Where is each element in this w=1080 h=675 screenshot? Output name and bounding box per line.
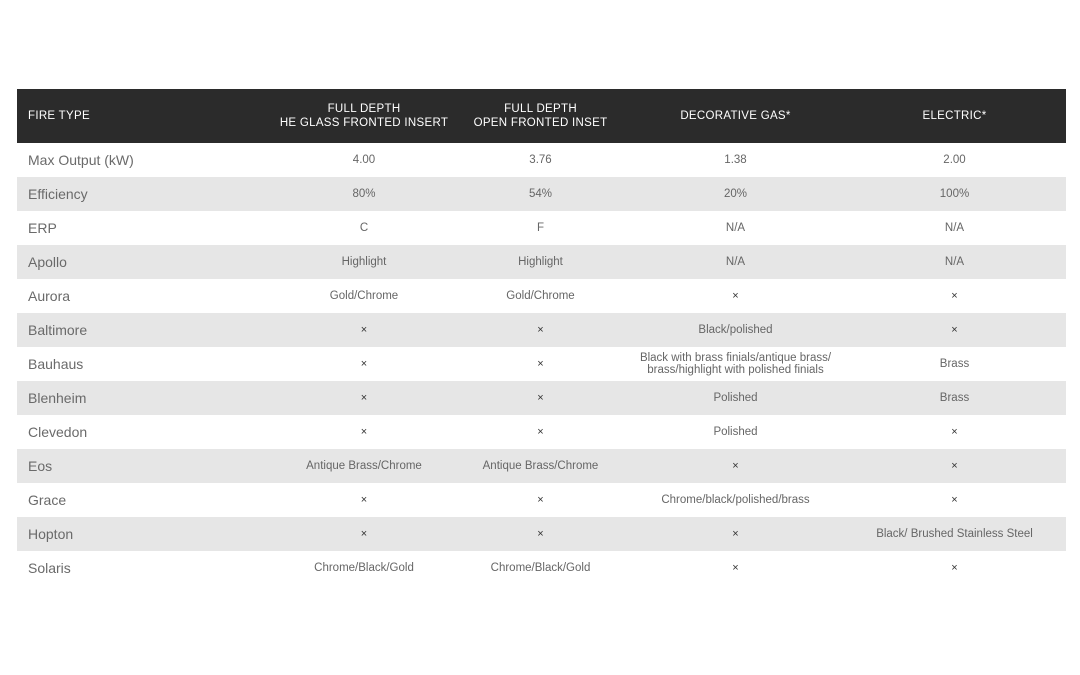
column-header-1 [275,89,453,143]
table-row-grace [17,483,1066,517]
table-row-clevedon [17,415,1066,449]
cell-text: Antique Brass/Chrome [482,460,599,472]
not-available-cross-icon [275,415,453,449]
not-available-cross-icon [453,415,628,449]
table-cell [453,279,628,313]
cell-text: × [732,528,739,540]
cell-text: × [951,324,958,336]
cell-text: F [536,222,545,234]
column-header-4 [843,89,1066,143]
table-row-max-output-kw [17,143,1066,177]
table-row-aurora [17,279,1066,313]
cell-text: × [951,426,958,438]
table-cell [628,143,843,177]
table-cell [275,551,453,585]
row-label: ERP [28,220,57,236]
cell-text: 80% [352,188,376,200]
table-row-hopton [17,517,1066,551]
cell-text: N/A [944,256,965,268]
table-cell [275,143,453,177]
column-header-line: OPEN FRONTED INSET [473,117,608,129]
table-cell [843,517,1066,551]
table-cell [628,177,843,211]
cell-text: × [360,392,368,404]
cell-text: × [951,460,958,472]
cell-text: Chrome/Black/Gold [314,562,414,574]
column-header-3 [628,89,843,143]
header-row [17,89,1066,143]
fire-type-comparison-table [17,89,1066,585]
not-available-cross-icon [453,517,628,551]
not-available-cross-icon [628,449,843,483]
table-cell [275,245,453,279]
not-available-cross-icon [275,313,453,347]
not-available-cross-icon [628,551,843,585]
not-available-cross-icon [453,381,628,415]
cell-text: × [732,290,739,302]
cell-text: × [360,528,368,540]
cell-text: 2.00 [943,154,966,166]
cell-text: Polished [713,426,758,438]
column-header-line: DECORATIVE GAS* [680,110,791,122]
cell-text: Highlight [518,256,563,268]
row-label: Efficiency [28,186,88,202]
table-cell [628,347,843,381]
cell-text: brass/highlight with polished finials [647,364,824,376]
cell-text: 1.38 [724,154,747,166]
table-row-apollo [17,245,1066,279]
cell-text: Antique Brass/Chrome [306,460,422,472]
table-cell [275,279,453,313]
cell-text: × [537,392,544,404]
row-label: Clevedon [28,424,88,440]
table-cell [843,211,1066,245]
cell-text: × [537,494,544,506]
column-header-line: FULL DEPTH [327,103,401,115]
cell-text: × [951,562,958,574]
not-available-cross-icon [628,517,843,551]
cell-text: Gold/Chrome [329,290,399,302]
column-header-0 [17,89,275,143]
row-label: Baltimore [28,322,88,338]
table-cell [628,483,843,517]
table-cell [453,551,628,585]
table-cell [843,245,1066,279]
cell-text: × [360,358,368,370]
not-available-cross-icon [275,483,453,517]
table-cell [453,245,628,279]
cell-text: C [359,222,369,234]
row-label: Eos [28,458,53,474]
cell-text: × [537,324,544,336]
cell-text: N/A [725,222,746,234]
cell-text: × [537,358,544,370]
cell-text: Brass [939,392,970,404]
column-header-line: FULL DEPTH [504,103,577,115]
table-cell [843,381,1066,415]
cell-text: × [360,426,368,438]
not-available-cross-icon [275,347,453,381]
cell-text: Brass [939,358,970,370]
table-cell [275,211,453,245]
cell-text: Polished [713,392,758,404]
cell-text: × [537,426,544,438]
row-label: Apollo [28,254,67,270]
not-available-cross-icon [275,381,453,415]
cell-text: × [732,460,739,472]
not-available-cross-icon [843,483,1066,517]
table-cell [843,143,1066,177]
table-cell [843,347,1066,381]
not-available-cross-icon [843,415,1066,449]
not-available-cross-icon [628,279,843,313]
table-cell [453,211,628,245]
cell-text: Black with brass finials/antique brass/ [639,352,832,364]
cell-text: × [360,324,368,336]
cell-text: N/A [725,256,746,268]
table-row-blenheim [17,381,1066,415]
column-header-line: HE GLASS FRONTED INSERT [279,117,449,129]
table-row-solaris [17,551,1066,585]
cell-text: Black/ Brushed Stainless Steel [876,528,1033,540]
cell-text: Black/polished [698,324,773,336]
table-cell [843,177,1066,211]
table-row-erp [17,211,1066,245]
cell-text: × [951,494,958,506]
table-cell [628,211,843,245]
table-row-efficiency [17,177,1066,211]
table-cell [453,449,628,483]
not-available-cross-icon [275,517,453,551]
table-cell [275,177,453,211]
table-row-baltimore [17,313,1066,347]
not-available-cross-icon [843,551,1066,585]
comparison-table [17,89,1066,585]
table-header [17,89,1066,143]
table-cell [628,415,843,449]
cell-text: Gold/Chrome [506,290,575,302]
column-header-2 [453,89,628,143]
row-label: Bauhaus [28,356,84,372]
cell-text: Highlight [341,256,387,268]
cell-text: 3.76 [529,154,552,166]
cell-text: 100% [939,188,970,200]
table-cell [628,381,843,415]
not-available-cross-icon [843,449,1066,483]
row-label: Grace [28,492,67,508]
table-cell [275,449,453,483]
cell-text: N/A [944,222,965,234]
not-available-cross-icon [453,483,628,517]
table-row-bauhaus [17,347,1066,381]
cell-text: 4.00 [352,154,376,166]
cell-text: × [360,494,368,506]
cell-text: 54% [528,188,553,200]
row-label: Hopton [28,526,74,542]
not-available-cross-icon [843,313,1066,347]
cell-text: × [951,290,958,302]
cell-text: × [537,528,544,540]
not-available-cross-icon [843,279,1066,313]
row-label: Blenheim [28,390,87,406]
column-header-line: ELECTRIC* [922,110,987,122]
table-body [17,143,1066,585]
column-header-line: FIRE TYPE [28,110,90,122]
table-cell [453,177,628,211]
table-cell [628,245,843,279]
row-label: Aurora [28,288,71,304]
cell-text: Chrome/black/polished/brass [661,494,810,506]
table-cell [628,313,843,347]
not-available-cross-icon [453,313,628,347]
not-available-cross-icon [453,347,628,381]
row-label: Max Output (kW) [28,152,134,168]
row-label: Solaris [28,560,71,576]
cell-text: Chrome/Black/Gold [490,562,591,574]
table-cell [453,143,628,177]
cell-text: 20% [723,188,748,200]
cell-text: × [732,562,739,574]
table-row-eos [17,449,1066,483]
